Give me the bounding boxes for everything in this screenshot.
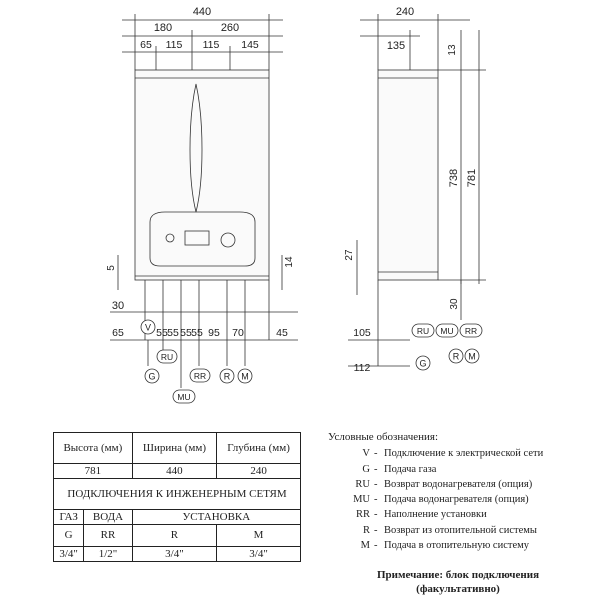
badge-r-front xyxy=(220,369,234,383)
td-height: 781 xyxy=(54,464,133,479)
td-depth: 240 xyxy=(217,464,301,479)
badge-mu-front xyxy=(173,390,195,403)
legend-item: RU - Возврат водонагревателя (опция) xyxy=(355,478,533,490)
badge-v xyxy=(141,320,155,334)
dimensions-table xyxy=(53,432,301,562)
badge-g-front xyxy=(145,369,159,383)
code-m: M xyxy=(217,525,301,547)
badge-r-side xyxy=(449,349,463,363)
boiler-side-body xyxy=(378,70,438,280)
size-rr: 1/2" xyxy=(84,547,132,562)
front-dim-115a: 115 xyxy=(165,39,183,51)
badge-rr-front xyxy=(190,369,210,382)
front-dim-b8: 45 xyxy=(276,327,288,339)
front-dim-b3: 55 xyxy=(167,327,179,339)
side-dim-27: 27 xyxy=(344,249,355,261)
front-dim-5: 5 xyxy=(106,265,117,271)
svg-text:V: V xyxy=(144,322,152,333)
svg-text:M: M xyxy=(241,371,249,382)
code-r: R xyxy=(132,525,216,547)
front-dim-right: 260 xyxy=(220,22,240,34)
legend-item: MU - Подача водонагревателя (опция) xyxy=(353,494,529,506)
svg-text:RU: RU xyxy=(416,326,430,336)
svg-text:R: R xyxy=(452,351,460,362)
front-dim-left: 180 xyxy=(153,22,173,34)
boiler-front-body xyxy=(135,70,269,280)
note-line2: (факультативно) xyxy=(416,583,500,595)
th-height: Высота (мм) xyxy=(54,433,133,464)
svg-text:R: R xyxy=(223,371,231,382)
note xyxy=(328,568,588,596)
size-g: 3/4" xyxy=(54,547,84,562)
group-gas: ГАЗ xyxy=(54,510,84,525)
side-dim-135: 135 xyxy=(386,40,406,52)
svg-text:G: G xyxy=(419,358,427,369)
front-dim-14: 14 xyxy=(284,256,295,268)
legend-item: RR - Наполнение установки xyxy=(355,509,487,521)
front-dim-30: 30 xyxy=(111,300,125,312)
size-m: 3/4" xyxy=(217,547,301,562)
side-dim-738: 738 xyxy=(448,168,460,188)
size-r: 3/4" xyxy=(132,547,216,562)
svg-text:RU: RU xyxy=(160,352,174,362)
front-dim-b1: 65 xyxy=(112,327,124,339)
svg-text:MU: MU xyxy=(177,392,191,402)
front-dim-115b: 115 xyxy=(202,39,220,51)
front-dim-b2: 55 xyxy=(156,327,168,339)
side-dim-13: 13 xyxy=(447,44,458,56)
th-depth: Глубина (мм) xyxy=(217,433,301,464)
code-rr: RR xyxy=(84,525,132,547)
th-width: Ширина (мм) xyxy=(132,433,216,464)
badge-rr-side xyxy=(460,324,482,337)
td-width: 440 xyxy=(132,464,216,479)
front-dim-b5: 55 xyxy=(191,327,203,339)
side-dim-240: 240 xyxy=(395,6,415,18)
svg-text:MU: MU xyxy=(440,326,454,336)
note-line1: Примечание: блок подключения xyxy=(376,569,540,581)
group-install: УСТАНОВКА xyxy=(132,510,300,525)
side-dim-781: 781 xyxy=(466,168,478,188)
group-water: ВОДА xyxy=(84,510,132,525)
svg-text:G: G xyxy=(148,371,156,382)
code-g: G xyxy=(54,525,84,547)
legend-item: M - Подача в отопительную систему xyxy=(360,540,530,552)
front-dim-total: 440 xyxy=(192,6,212,18)
front-dim-b7: 70 xyxy=(232,327,244,339)
front-dim-b6: 95 xyxy=(208,327,220,339)
svg-text:RR: RR xyxy=(464,326,478,336)
legend-item: V - Подключение к электрической сети xyxy=(362,448,544,460)
legend-item: G - Подача газа xyxy=(362,463,437,475)
side-dim-112: 112 xyxy=(353,362,371,374)
badge-m-side xyxy=(465,349,479,363)
badge-mu-side xyxy=(436,324,458,337)
legend-item: R - Возврат из отопительной системы xyxy=(362,524,537,536)
badge-ru-side xyxy=(412,324,434,337)
badge-g-side xyxy=(416,356,430,370)
side-dim-105: 105 xyxy=(353,327,371,339)
front-dim-65: 65 xyxy=(140,39,152,51)
legend-title: Условные обозначения: xyxy=(328,431,439,443)
side-dim-30: 30 xyxy=(449,298,460,310)
svg-text:RR: RR xyxy=(193,371,207,381)
badge-m-front xyxy=(238,369,252,383)
legend xyxy=(328,430,598,553)
front-dim-145: 145 xyxy=(241,39,259,51)
front-dim-b4: 55 xyxy=(180,327,192,339)
svg-text:M: M xyxy=(468,351,476,362)
connections-title: ПОДКЛЮЧЕНИЯ К ИНЖЕНЕРНЫМ СЕТЯМ xyxy=(54,479,301,510)
badge-ru-front xyxy=(157,350,177,363)
